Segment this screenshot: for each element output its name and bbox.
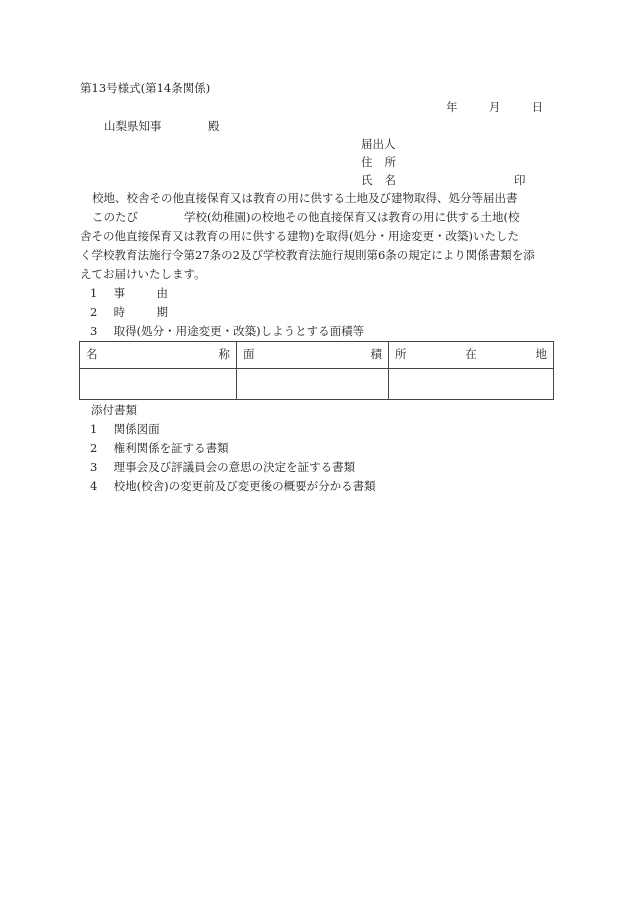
table-row bbox=[80, 369, 554, 400]
body-paragraph bbox=[80, 208, 552, 284]
date-year-label: 年 bbox=[446, 100, 458, 114]
body-line: く学校教育法施行令第27条の2及び学校教育法施行規則第6条の規定により関係書類を添 bbox=[80, 248, 535, 262]
header-area: 面 積 bbox=[237, 342, 389, 369]
date-month-label: 月 bbox=[488, 100, 501, 114]
form-number: 第13号様式(第14条関係) bbox=[80, 81, 211, 95]
address-label: 住 所 bbox=[361, 155, 396, 169]
attachment-item: 3 理事会及び評議員会の意思の決定を証する書類 bbox=[90, 460, 356, 474]
cell-area[interactable] bbox=[237, 369, 389, 400]
body-line: 舎その他直接保育又は教育の用に供する建物)を取得(処分・用途変更・改築)いたした bbox=[80, 229, 519, 243]
name-label: 氏 名 bbox=[361, 173, 396, 187]
applicant-label: 届出人 bbox=[361, 137, 396, 151]
date-line bbox=[446, 102, 543, 114]
item-area: 3 取得(処分・用途変更・改築)しようとする面積等 bbox=[90, 324, 365, 338]
attachment-item: 4 校地(校舎)の変更前及び変更後の概要が分かる書類 bbox=[90, 479, 376, 493]
header-location: 所 在 地 bbox=[389, 342, 554, 369]
attachment-item: 1 関係図面 bbox=[90, 422, 160, 436]
document-title: 校地、校舎その他直接保育又は教育の用に供する土地及び建物取得、処分等届出書 bbox=[92, 191, 518, 205]
date-day-label: 日 bbox=[531, 100, 544, 114]
item-timing: 2 時 期 bbox=[90, 305, 168, 319]
attachment-item: 2 権利関係を証する書類 bbox=[90, 441, 229, 455]
seal-mark: 印 bbox=[514, 173, 526, 187]
item-reason: 1 事 由 bbox=[90, 286, 168, 300]
body-line: このたび 学校(幼稚園)の校地その他直接保育又は教育の用に供する土地(校 bbox=[92, 210, 520, 224]
table-header-row bbox=[80, 342, 554, 369]
header-name: 名 称 bbox=[80, 342, 237, 369]
cell-name[interactable] bbox=[80, 369, 237, 400]
cell-location[interactable] bbox=[389, 369, 554, 400]
addressee-honorific: 殿 bbox=[208, 119, 220, 133]
attachments-heading: 添付書類 bbox=[91, 403, 137, 417]
body-line: えてお届けいたします。 bbox=[80, 267, 206, 281]
area-table bbox=[79, 341, 554, 400]
addressee-name: 山梨県知事 bbox=[104, 119, 162, 133]
